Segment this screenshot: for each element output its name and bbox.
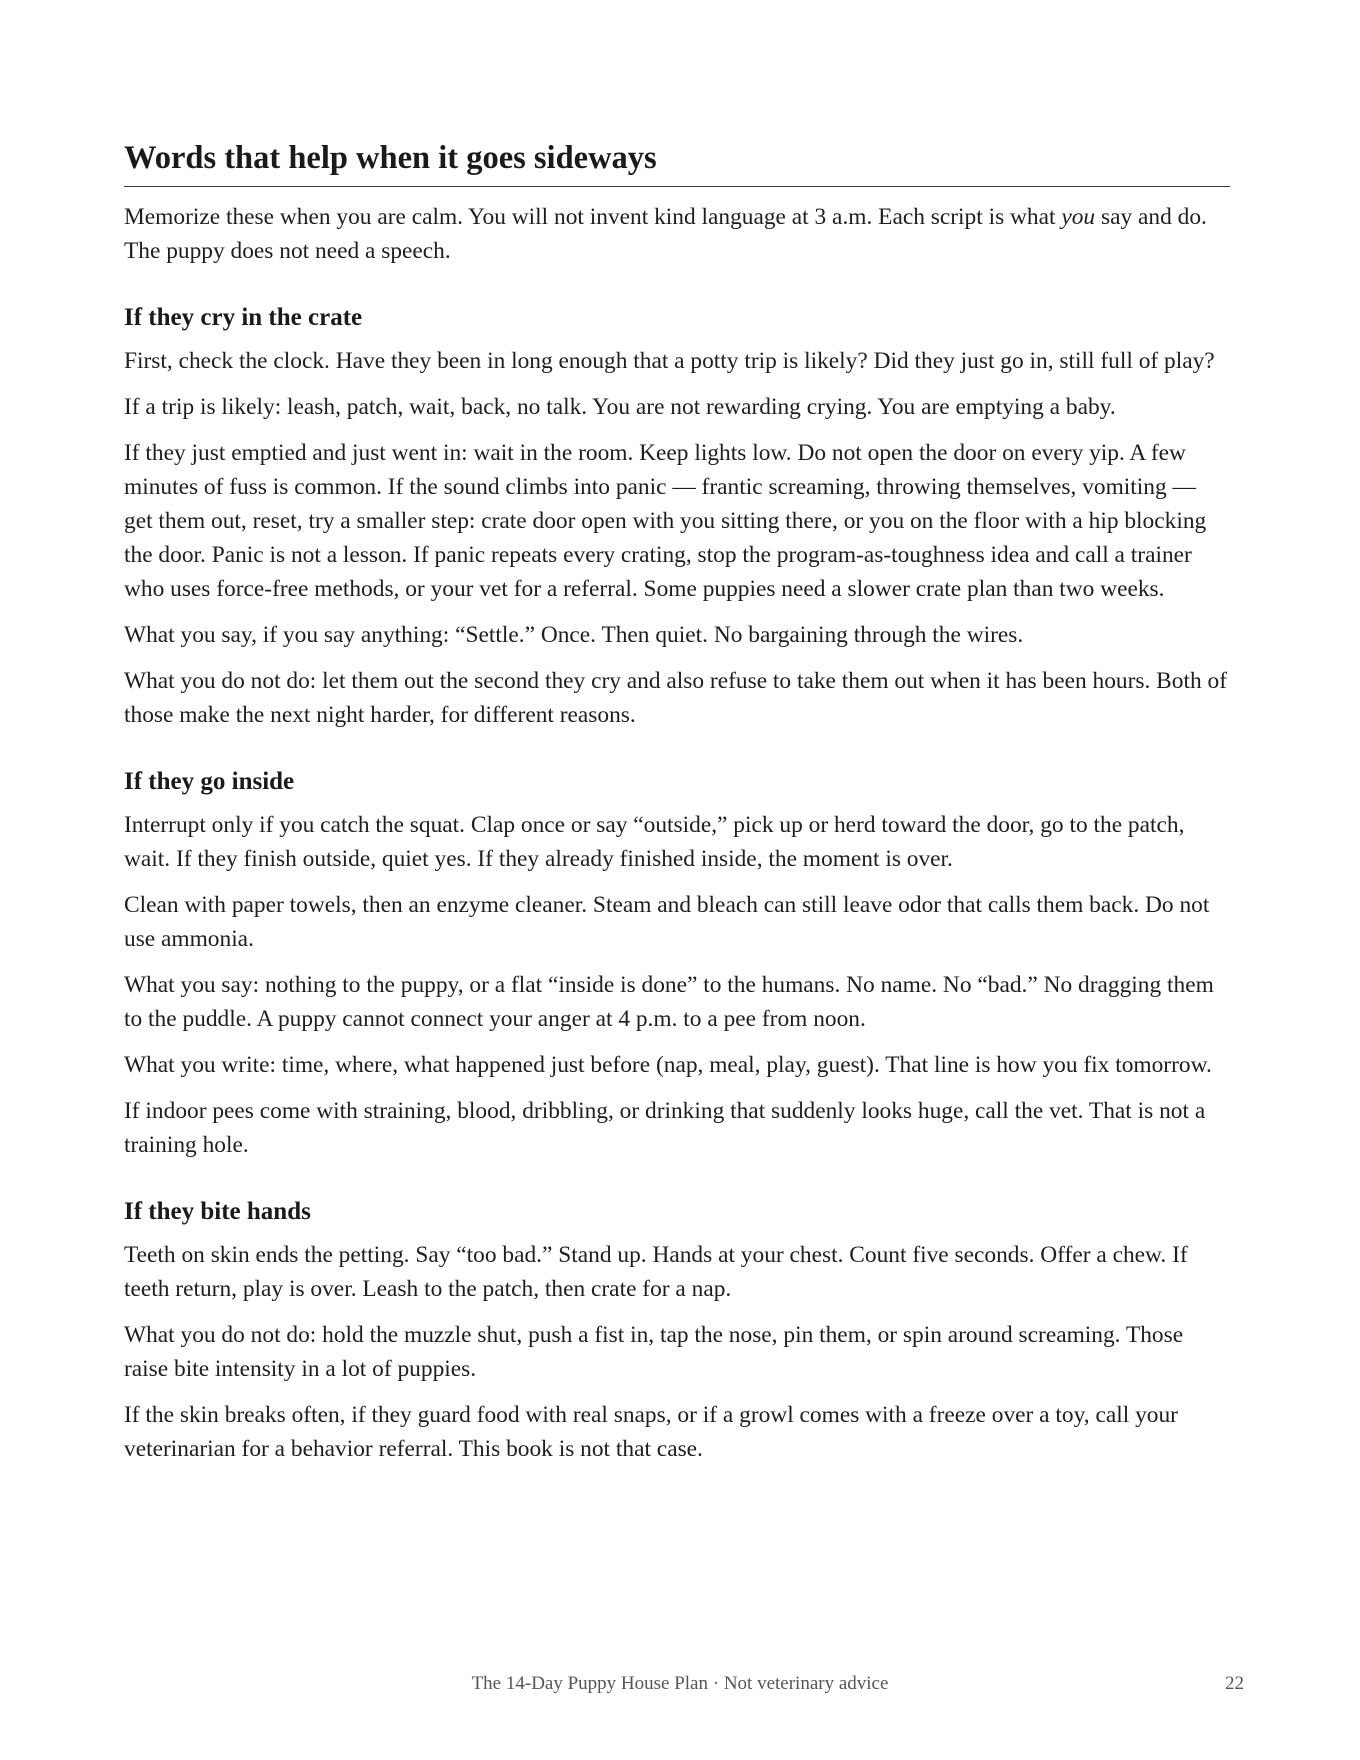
paragraph: Teeth on skin ends the petting. Say “too bad.” Stand up. Hands at your chest. Count five seconds. Offer a chew. If teeth return, play is over. Leash to the patch, then crate for a nap. bbox=[124, 1242, 1188, 1302]
section-inside bbox=[124, 766, 1230, 1162]
paragraph: Clean with paper towels, then an enzyme cleaner. Steam and bleach can still leave odor that calls them back. Do not use ammonia. bbox=[124, 892, 1210, 952]
page-title: Words that help when it goes sideways bbox=[124, 138, 1230, 187]
intro-text-before: Memorize these when you are calm. You will not invent kind language at 3 a.m. Each script is what bbox=[124, 204, 1062, 230]
page-content bbox=[124, 138, 1230, 1478]
section-heading: If they go inside bbox=[124, 768, 295, 795]
paragraph: What you write: time, where, what happened just before (nap, meal, play, guest). That line is how you fix tomorrow. bbox=[124, 1052, 1212, 1078]
page-number: 22 bbox=[1225, 1673, 1244, 1694]
paragraph: What you do not do: let them out the second they cry and also refuse to take them out when it has been hours. Both of those make the next night harder, for different reasons. bbox=[124, 668, 1228, 728]
paragraph: If they just emptied and just went in: wait in the room. Keep lights low. Do not open the door on every yip. A few minutes of fuss is common. If the sound climbs into panic — frantic screaming, throwing themselves, vomiting — get them out, reset, try a smaller step: crate door open with you sitting there, or you on the floor with a hip blocking the door. Panic is not a lesson. If panic repeats every crating, stop the program-as-toughness idea and call a trainer who uses force-free methods, or your vet for a referral. Some puppies need a slower crate plan than two weeks. bbox=[124, 440, 1207, 602]
section-heading: If they cry in the crate bbox=[124, 304, 363, 331]
intro-emphasis: you bbox=[1061, 204, 1096, 230]
paragraph: If the skin breaks often, if they guard food with real snaps, or if a growl comes with a freeze over a toy, call your veterinarian for a behavior referral. This book is not that case. bbox=[124, 1402, 1178, 1462]
intro-paragraph bbox=[124, 200, 1230, 268]
footer-running-title: The 14-Day Puppy House Plan · Not veterinary advice bbox=[471, 1673, 889, 1694]
paragraph: If indoor pees come with straining, blood, dribbling, or drinking that suddenly looks huge, call the vet. That is not a training hole. bbox=[124, 1098, 1206, 1158]
paragraph: First, check the clock. Have they been in long enough that a potty trip is likely? Did they just go in, still full of play? bbox=[124, 348, 1215, 374]
section-crate bbox=[124, 302, 1230, 732]
intro-text-after: say and do. The puppy does not need a speech. bbox=[124, 204, 1207, 264]
paragraph: What you do not do: hold the muzzle shut, push a fist in, tap the nose, pin them, or spin around screaming. Those raise bite intensity in a lot of puppies. bbox=[124, 1322, 1184, 1382]
paragraph: What you say: nothing to the puppy, or a flat “inside is done” to the humans. No name. No “bad.” No dragging them to the puddle. A puppy cannot connect your anger at 4 p.m. to a pee from noon. bbox=[124, 972, 1214, 1032]
section-heading: If they bite hands bbox=[124, 1198, 311, 1225]
paragraph: If a trip is likely: leash, patch, wait, back, no talk. You are not rewarding crying. You are emptying a baby. bbox=[124, 394, 1116, 420]
section-bite bbox=[124, 1196, 1230, 1466]
paragraph: What you say, if you say anything: “Settle.” Once. Then quiet. No bargaining through the wires. bbox=[124, 622, 1024, 648]
paragraph: Interrupt only if you catch the squat. Clap once or say “outside,” pick up or herd toward the door, go to the patch, wait. If they finish outside, quiet yes. If they already finished inside, the moment is over. bbox=[124, 812, 1185, 872]
